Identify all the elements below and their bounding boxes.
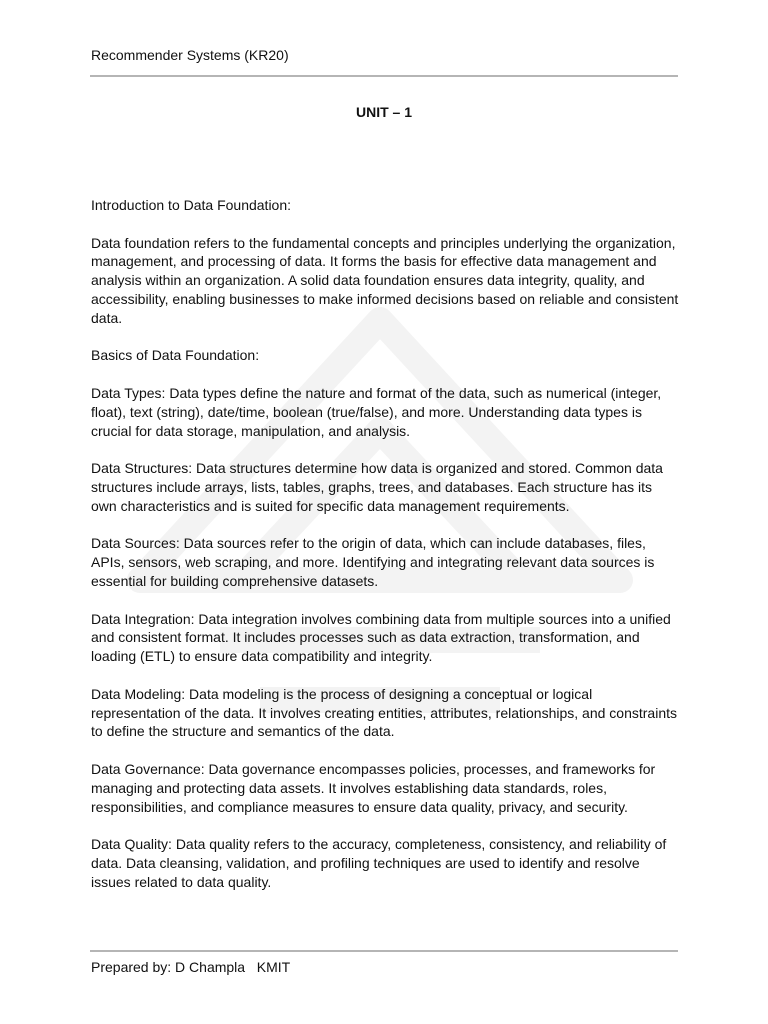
paragraph-data-structures: Data Structures: Data structures determine how data is organized and stored. Common data structures include arrays, lists, tables, graphs, trees, and databases. Each structure has its own characteristics and is suited for specific data management requirements.: [91, 460, 663, 514]
section-heading-intro: Introduction to Data Foundation:: [91, 197, 292, 213]
footer-divider: [90, 950, 678, 952]
paragraph-data-governance: Data Governance: Data governance encompasses policies, processes, and frameworks for managing and protecting data assets. It involves establishing data standards, roles, responsibilities, and compliance measures to ensure data quality, privacy, and security.: [91, 760, 656, 815]
paragraph-data-modeling: Data Modeling: Data modeling is the process of designing a conceptual or logical representation of the data. It involves creating entities, attributes, relationships, and constraints to define the structure and semantics of the data.: [91, 685, 677, 740]
paragraph-data-types: Data Types: Data types define the nature and format of the data, such as numerical (integer, float), text (string), date/time, boolean (true/false), and more. Understanding data types is crucial for data storage, manipulation, and analysis.: [91, 384, 662, 439]
page-header: Recommender Systems (KR20): [91, 47, 289, 63]
section-heading-basics: Basics of Data Foundation:: [91, 347, 260, 364]
unit-title: UNIT – 1: [355, 104, 412, 120]
document-body: [91, 196, 679, 910]
header-divider: [90, 75, 678, 77]
page-footer: Prepared by: D Champla KMIT: [91, 959, 291, 975]
paragraph-data-integration: Data Integration: Data integration involves combining data from multiple sources into a unified and consistent format. It includes processes such as data extraction, transformation, and loading (ETL) to ensure data compatibility and integrity.: [91, 610, 671, 665]
paragraph-data-sources: Data Sources: Data sources refer to the origin of data, which can include databases, files, APIs, sensors, web scraping, and more. Identifying and integrating relevant data sources is essential for building comprehensive datasets.: [91, 535, 655, 589]
paragraph-data-quality: Data Quality: Data quality refers to the accuracy, completeness, consistency, and reliability of data. Data cleansing, validation, and profiling techniques are used to identify and resolve issues related to data quality.: [91, 836, 667, 890]
paragraph-intro: Data foundation refers to the fundamental concepts and principles underlying the organization, management, and processing of data. It forms the basis for effective data management and analysis within an organization. A solid data foundation ensures data integrity, quality, and accessibility, enabling businesses to make informed decisions based on reliable and consistent data.: [91, 234, 679, 326]
